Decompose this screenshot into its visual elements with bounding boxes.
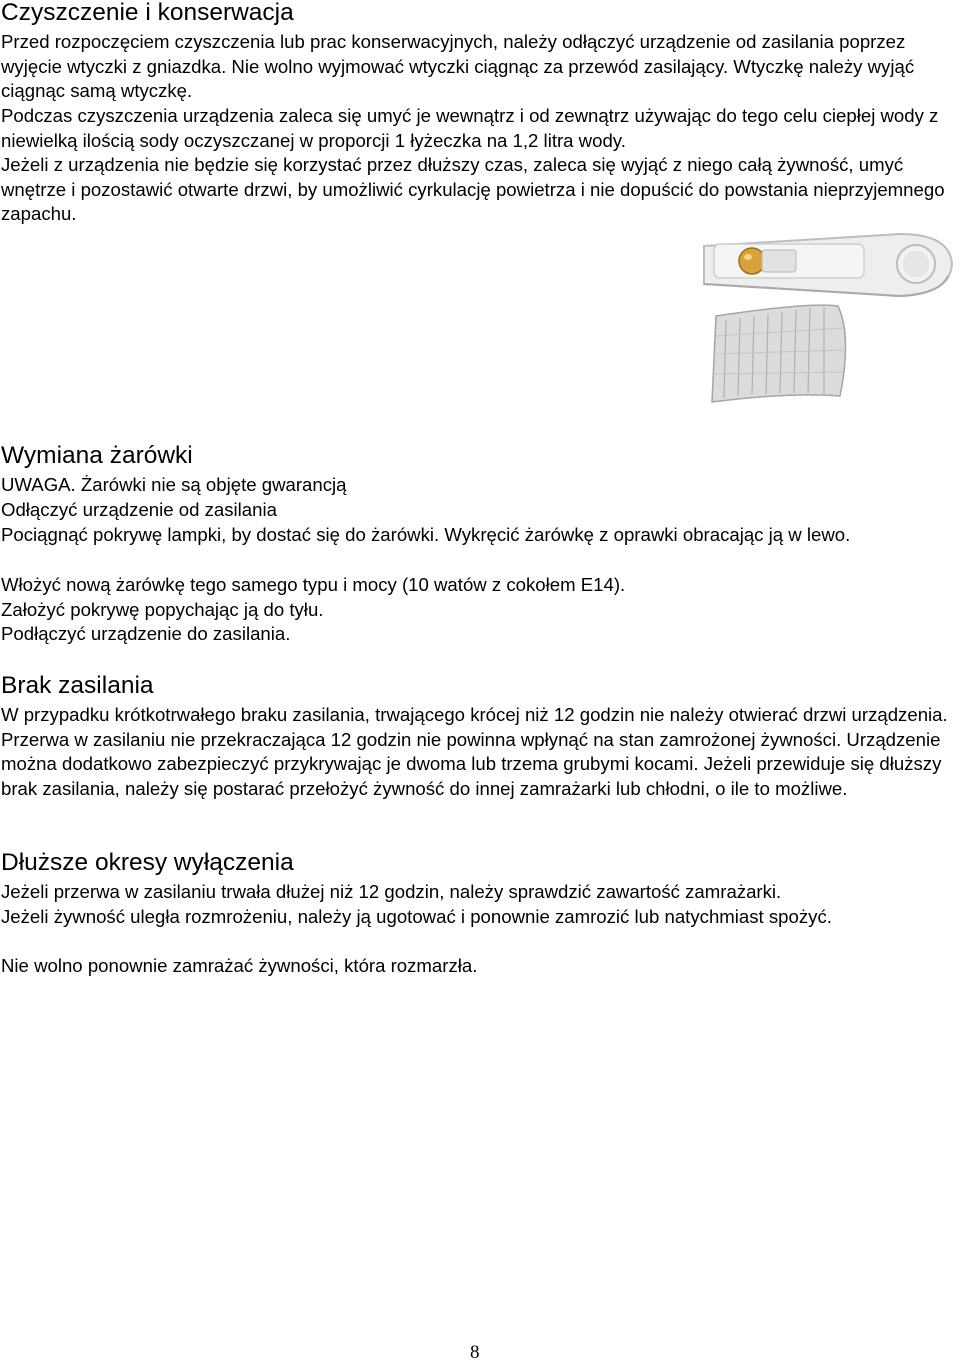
lamp-housing-icon <box>700 224 953 404</box>
bulb-step-unplug: Odłączyć urządzenie od zasilania <box>1 499 277 520</box>
section-heading-cleaning: Czyszczenie i konserwacja <box>1 0 294 26</box>
section-heading-long-shutdown: Dłuższe okresy wyłączenia <box>1 849 294 876</box>
bulb-step-cover: Założyć pokrywę popychając ją do tyłu. <box>1 599 324 620</box>
section-heading-power-outage: Brak zasilania <box>1 672 154 699</box>
bulb-step-insert: Włożyć nową żarówkę tego samego typu i mocy (10 watów z cokołem E14). <box>1 574 626 595</box>
paragraph-cleaning-wash: Podczas czyszczenia urządzenia zaleca się umyć je wewnątrz i od zewnątrz używając do tego celu ciepłej wody z niewielką ilością sody oczyszczanej w proporcji 1 łyżeczka na 1,2 litra wody. <box>1 105 939 151</box>
section-heading-bulb-replacement: Wymiana żarówki <box>1 442 193 469</box>
page-number: 8 <box>470 1342 480 1363</box>
shutdown-check-contents: Jeżeli przerwa w zasilaniu trwała dłużej niż 12 godzin, należy sprawdzić zawartość zamrażarki. <box>1 881 782 902</box>
bulb-warning: UWAGA. Żarówki nie są objęte gwarancją <box>1 474 347 495</box>
shutdown-thawed-food: Jeżeli żywność uległa rozmrożeniu, należy ją ugotować i ponownie zamrozić lub natychmiast spożyć. <box>1 906 832 927</box>
paragraph-cleaning-unplug: Przed rozpoczęciem czyszczenia lub prac konserwacyjnych, należy odłączyć urządzenie od zasilania poprzez wyjęcie wtyczki z gniazdka. Nie wolno wyjmować wtyczki ciągnąc za przewód zasilający. Wtyczkę należy wyjąć ciągnąc samą wtyczkę. <box>1 31 915 102</box>
bulb-step-reconnect: Podłączyć urządzenie do zasilania. <box>1 623 291 644</box>
paragraph-cleaning-storage: Jeżeli z urządzenia nie będzie się korzystać przez dłuższy czas, zaleca się wyjąć z niego całą żywność, umyć wnętrze i pozostawić otwarte drzwi, by umożliwić cyrkulację powietrza i nie dopuścić do powstania nieprzyjemnego zapachu. <box>1 154 945 225</box>
paragraph-power-outage: W przypadku krótkotrwałego braku zasilania, trwającego krócej niż 12 godzin nie należy otwierać drzwi urządzenia. Przerwa w zasilaniu nie przekraczająca 12 godzin nie powinna wpłynąć na stan zamrożonej żywności. Urządzenie można dodatkowo zabezpieczyć przykrywając je dwoma lub trzema grubymi kocami. Jeżeli przewiduje się dłuższy brak zasilania, należy się postarać przełożyć żywność do innej zamrażarki lub chłodni, o ile to możliwe. <box>1 704 948 800</box>
bulb-step-remove: Pociągnąć pokrywę lampki, by dostać się do żarówki. Wykręcić żarówkę z oprawki obracając ją w lewo. <box>1 524 851 545</box>
shutdown-no-refreeze: Nie wolno ponownie zamrażać żywności, która rozmarzła. <box>1 955 478 976</box>
lamp-figure <box>700 224 953 404</box>
